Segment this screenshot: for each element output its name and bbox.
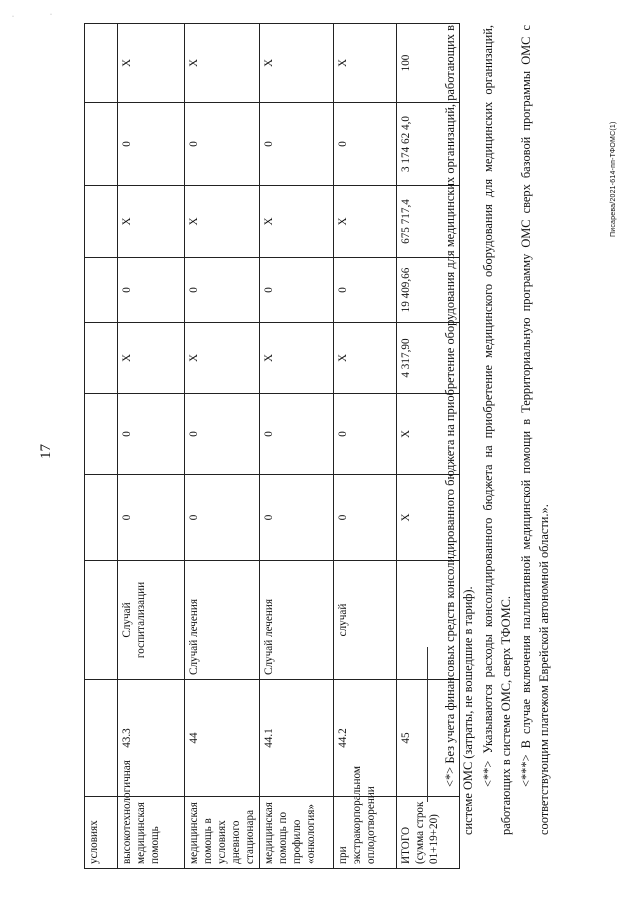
- table-cell: 3 174 62 4,0: [397, 103, 460, 186]
- table-cell: [85, 24, 118, 103]
- footnote-1: <*> Без учета финансовых средств консолидированного бюджета на приобретение оборудования для медицинских организаций, работающих в системе ОМС (затраты, не вошедшие в тариф).: [443, 25, 475, 835]
- table-cell: 0: [118, 103, 185, 186]
- table-cell: 675 717,4: [397, 186, 460, 258]
- row-name: медицинская помощь в условиях дневного стационара: [185, 797, 260, 869]
- scan-speck: ·: [50, 12, 52, 18]
- table-cell: 0: [334, 258, 397, 323]
- table-cell: X: [334, 24, 397, 103]
- table-cell: X: [397, 394, 460, 475]
- table-cell: X: [118, 323, 185, 394]
- table-cell: [85, 561, 118, 680]
- table-cell: 0: [118, 475, 185, 561]
- row-name: при экстракорпоральном оплодотворении: [334, 797, 397, 869]
- table-cell: X: [118, 24, 185, 103]
- row-unit: Случай лечения: [185, 561, 260, 680]
- table-cell: 0: [185, 103, 260, 186]
- table-row: [185, 24, 260, 869]
- table-cell: 0: [260, 258, 334, 323]
- footnote-2: <**> Указываются расходы консолидированного бюджета на приобретение медицинского оборудования для медицинских организаций, работающих в системе ОМС, сверх ТФОМС.: [481, 25, 513, 835]
- row-code: 44.2: [334, 680, 397, 797]
- table-cell: 4 317,90: [397, 323, 460, 394]
- row-name: ИТОГО (сумма строк 01+19+20): [397, 797, 460, 869]
- table-row: [334, 24, 397, 869]
- document-code: Писарева/2021-614-пп-ТФОМС(1): [610, 121, 617, 237]
- table-cell: условиях: [85, 797, 118, 869]
- row-code: 44.1: [260, 680, 334, 797]
- table-cell: 0: [118, 258, 185, 323]
- table-cell: X: [334, 186, 397, 258]
- table-cell: 0: [334, 394, 397, 475]
- table-cell: [85, 103, 118, 186]
- row-code: 44: [185, 680, 260, 797]
- table-cell: 0: [334, 475, 397, 561]
- row-name: медицинская помощь по профилю «онкология»: [260, 797, 334, 869]
- table-cell: 19 409,66: [397, 258, 460, 323]
- table-cell: X: [334, 323, 397, 394]
- table-cell: 0: [185, 394, 260, 475]
- financing-table: [84, 23, 460, 869]
- footnotes: [442, 25, 557, 835]
- table-cell: 0: [260, 103, 334, 186]
- page-number: 17: [38, 444, 54, 459]
- table-row: [260, 24, 334, 869]
- table-cell: 0: [334, 103, 397, 186]
- table-cell: [85, 680, 118, 797]
- row-unit: случай: [334, 561, 397, 680]
- row-code: 43.3: [118, 680, 185, 797]
- row-unit: Случай лечения: [260, 561, 334, 680]
- table-cell: X: [185, 24, 260, 103]
- table-cell: X: [185, 186, 260, 258]
- row-code: 45: [397, 680, 460, 797]
- table-cell: 0: [260, 394, 334, 475]
- table-cell: [85, 475, 118, 561]
- table-cell: X: [118, 186, 185, 258]
- row-name: высокотехнологичная медицинская помощь: [118, 797, 185, 869]
- table-cell: 0: [185, 475, 260, 561]
- table-cell: 0: [260, 475, 334, 561]
- table-cell: X: [260, 24, 334, 103]
- table-cell: X: [260, 323, 334, 394]
- table-cell: X: [397, 475, 460, 561]
- scan-speck: ·: [12, 14, 14, 20]
- table-cell: [85, 323, 118, 394]
- footnote-separator: [427, 647, 428, 802]
- footnote-3: <***> В случае включения паллиативной медицинской помощи в Территориальную программу ОМС сверх базовой программы ОМС с соответствующим платежом Еврейской автономной области.».: [519, 25, 552, 835]
- table-cell: [85, 186, 118, 258]
- table-row: [85, 24, 118, 869]
- row-unit: Случай госпитализации: [118, 561, 185, 680]
- table-cell: 100: [397, 24, 460, 103]
- table-cell: [85, 394, 118, 475]
- table-cell: X: [260, 186, 334, 258]
- table-row: [118, 24, 185, 869]
- table-cell: [85, 258, 118, 323]
- table-cell: X: [185, 323, 260, 394]
- table-cell: 0: [118, 394, 185, 475]
- table-cell: 0: [185, 258, 260, 323]
